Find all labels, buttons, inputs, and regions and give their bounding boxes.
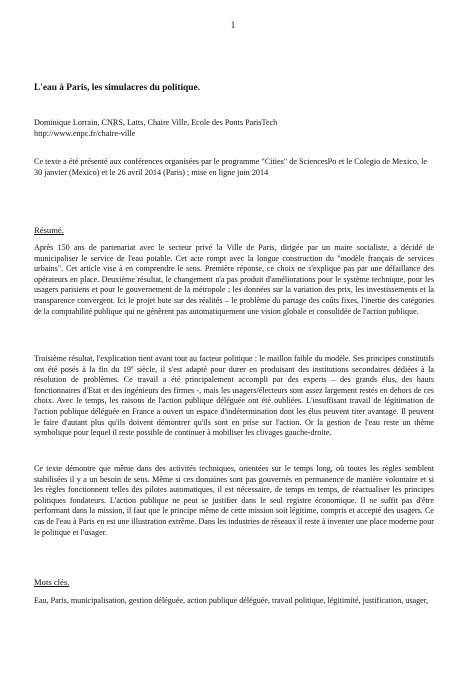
author-line: Dominique Lorrain, CNRS, Latts, Chaire Ville, Ecole des Ponts ParisTech — [34, 118, 278, 127]
page-number: 1 — [230, 20, 236, 30]
keywords-heading-text: Mots clés — [34, 577, 68, 587]
author-url[interactable]: http://www.enpc.fr/chaire-ville — [34, 129, 136, 138]
resume-heading-text: Résumé — [34, 225, 62, 235]
resume-heading — [34, 225, 64, 235]
document-title — [34, 83, 200, 93]
keywords-heading-period: . — [67, 577, 70, 587]
paragraph-2-rest: siècle, il s'est adapté pour durer en produisant des institutions secondaires dédiées à la résolution de problèmes. Ce travail a été principalement accompli par des experts – des grands élus, des hauts fonctionnaires d'Etat et des ingénieurs des firmes -, mais les usagers/électeurs sont assez largement restés en dehors de ces choix. Avec le temps, les raisons de l'action publique déléguée ont été oubliées. L'insuffisant travail de légitimation de l'action publique déléguée en France a ouvert un espace d'indétermination dont les élus peuvent tirer avantage. Il peuvent le faire d'autant plus qu'ils doivent démontrer qu'ils sont en prise sur l'action. Or la gestion de l'eau reste un thème symbolique pour lequel il reste possible de continuer à mobiliser les clivages gauche-droite. — [34, 364, 434, 438]
resume-heading-period: . — [61, 225, 64, 235]
author-block — [34, 117, 277, 139]
abstract-paragraph-2 — [34, 354, 434, 439]
intro-note: Ce texte a été présenté aux conférences organisées par le programme "Cities" de SciencesPo et le Colegio de Mexico, le 30 janvier (Mexico) et le 26 avril 2014 (Paris) ; mise en ligne juin 2014 — [34, 157, 428, 177]
abstract-paragraph-3: Ce texte démontre que même dans des activités techniques, orientées sur le temps long, où toutes les règles semblent stabilisées il y a un besoin de sens. Même si ces domaines sont pas gouvernés en permanence de manière volontaire et si les règles fonctionnent telles des pilotes automatiques, il est nécessaire, de temps en temps, de réactualiser les principes politiques fondateurs. L'action publique ne peut se justifier dans le seul registre économique. Il ne suffit pas d'être performant dans la mission, il faut que le principe même de cette mission soit légitime, compris et accepté des usagers. Ce cas de l'eau à Paris en est une illustration extrême. Dans les industries de réseaux il reste à inventer une place moderne pour le politique et l'usager. — [34, 464, 434, 537]
paragraph-2-start: Troisième résultat, l'explication tient avant tout au facteur politique : le maillon faible du modèle. Ses principes constitutifs ont été posés à la fin du 19 — [34, 354, 434, 374]
document-title-text: L'eau à Paris, les simulacres du politique — [34, 83, 198, 93]
superscript-e: e — [130, 364, 134, 370]
abstract-paragraph-1: Après 150 ans de partenariat avec le secteur privé la Ville de Paris, dirigée par un maire socialiste, a décidé de municipaliser le service de l'eau potable. Cet acte rompt avec la longue construction du "modèle français de services urbains". Cet article vise à en comprendre le sens. Première réponse, ce choix ne s'explique pas par une défaillance des opérateurs en place. Deuxième résultat, le changement n'a pas produit d'améliorations pour le système technique, pour les usagers parisiens et pour le gouvernement de la métropole ; les données sur la variation des prix, les investissements et la transparence convergent. Ici le projet bute sur des réalités – le problème du partage des coûts fixes, l'inertie des catégories de la comptabilité publique qui ne génèrent pas automatiquement une vision globale et consolidée de l'action publique. — [34, 243, 434, 316]
keywords-list: Eau, Paris, municipalisation, gestion déléguée, action publique déléguée, travail politique, légitimité, justification, usager, — [34, 596, 429, 605]
document-title-period: . — [197, 83, 200, 93]
keywords-heading — [34, 577, 69, 587]
